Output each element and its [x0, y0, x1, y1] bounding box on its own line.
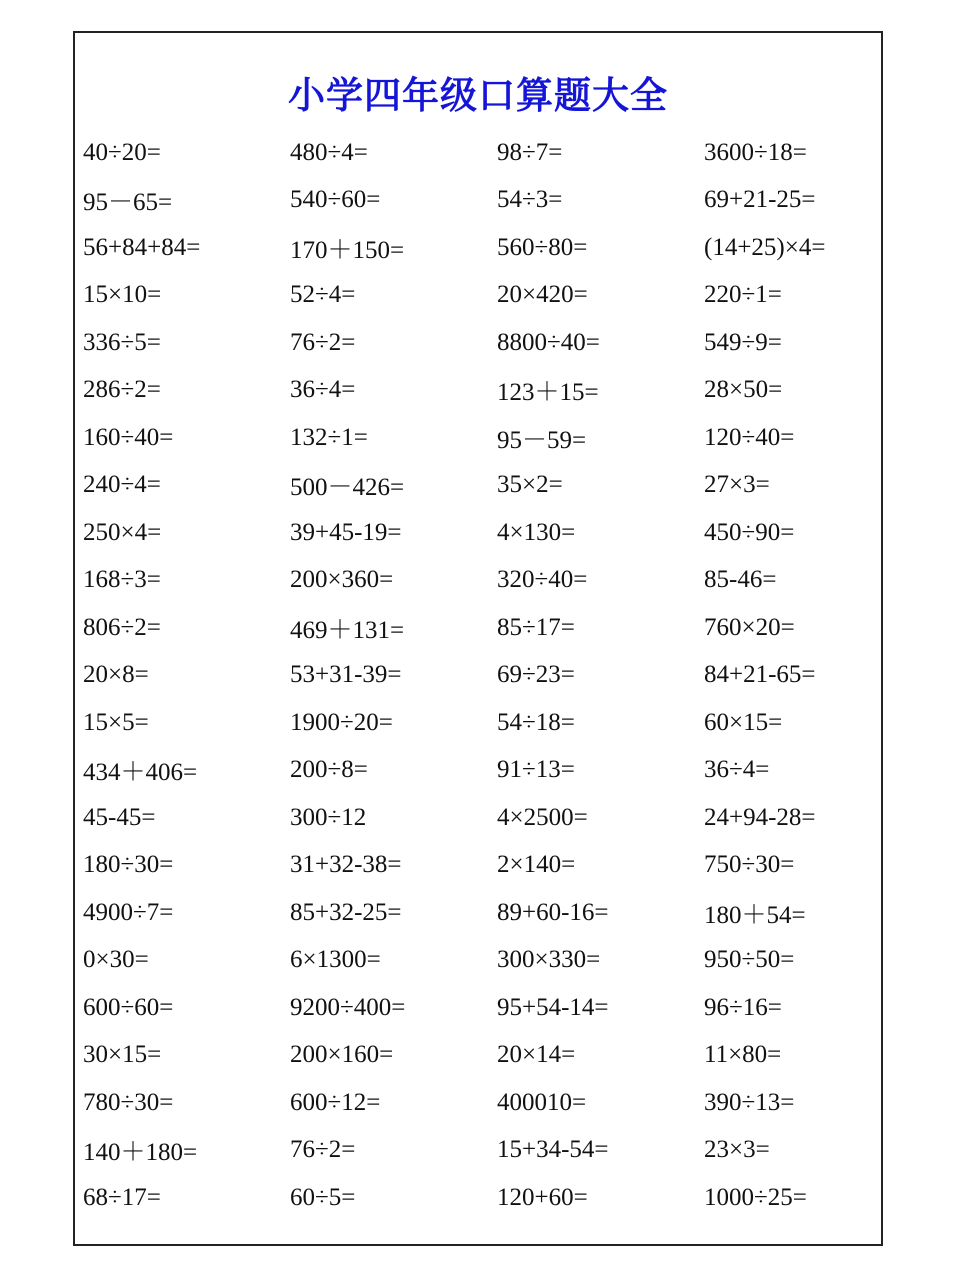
math-problem: 53+31-39= — [290, 661, 402, 689]
math-problem: 120÷40= — [704, 423, 795, 451]
math-problem: 250×4= — [83, 518, 162, 546]
math-problem: 140＋180= — [83, 1139, 198, 1167]
math-problem: 760×20= — [704, 613, 795, 641]
math-problem: 68÷17= — [83, 1183, 161, 1211]
math-problem: 27×3= — [704, 471, 770, 499]
problem-row — [83, 1079, 883, 1127]
math-problem: 200×160= — [290, 1041, 394, 1069]
math-problem: 85+32-25= — [290, 898, 402, 926]
math-problem: 200×360= — [290, 566, 394, 594]
math-problem: 91÷13= — [497, 756, 575, 784]
math-problem: 31+32-38= — [290, 851, 402, 879]
problem-row — [83, 984, 883, 1032]
problem-row — [83, 1174, 883, 1222]
math-problem: 20×8= — [83, 661, 149, 689]
math-problem: 4×130= — [497, 518, 576, 546]
math-problem: 600÷60= — [83, 993, 174, 1021]
math-problem: 780÷30= — [83, 1088, 174, 1116]
math-problem: 20×14= — [497, 1041, 576, 1069]
math-problem: 300÷12 — [290, 803, 367, 831]
worksheet-title: 小学四年级口算题大全 — [288, 74, 668, 117]
math-problem: 168÷3= — [83, 566, 161, 594]
problem-row — [83, 367, 883, 415]
math-problem: 600÷12= — [290, 1088, 381, 1116]
problem-row — [83, 699, 883, 747]
math-problem: 240÷4= — [83, 471, 161, 499]
math-problem: 450÷90= — [704, 518, 795, 546]
problem-row — [83, 414, 883, 462]
math-problem: 336÷5= — [83, 328, 161, 356]
problem-row — [83, 937, 883, 985]
math-problem: 120+60= — [497, 1183, 588, 1211]
math-problem: 76÷2= — [290, 328, 356, 356]
problem-row — [83, 462, 883, 510]
math-problem: 76÷2= — [290, 1136, 356, 1164]
problem-row — [83, 747, 883, 795]
math-problem: 35×2= — [497, 471, 563, 499]
problem-row — [83, 224, 883, 272]
math-problem: 96÷16= — [704, 993, 782, 1021]
problem-row — [83, 557, 883, 605]
math-problem: 45-45= — [83, 803, 156, 831]
math-problem: 170＋150= — [290, 236, 405, 264]
math-problem: 95+54-14= — [497, 993, 609, 1021]
math-problem: 85-46= — [704, 566, 777, 594]
problem-row — [83, 652, 883, 700]
math-problem: 200÷8= — [290, 756, 368, 784]
math-problem: 36÷4= — [290, 376, 356, 404]
math-problem: 23×3= — [704, 1136, 770, 1164]
math-problem: 54÷3= — [497, 186, 563, 214]
math-problem: 9200÷400= — [290, 993, 406, 1021]
math-problem: 220÷1= — [704, 281, 782, 309]
math-problem: 4900÷7= — [83, 898, 174, 926]
math-problem: 180÷30= — [83, 851, 174, 879]
math-problem: 24+94-28= — [704, 803, 816, 831]
math-problem: 549÷9= — [704, 328, 782, 356]
math-problem: 1900÷20= — [290, 708, 393, 736]
problem-row — [83, 794, 883, 842]
math-problem: 89+60-16= — [497, 898, 609, 926]
math-problem: 6×1300= — [290, 946, 381, 974]
math-problem: 560÷80= — [497, 233, 588, 261]
math-problem: 69÷23= — [497, 661, 575, 689]
math-problem: 15×5= — [83, 708, 149, 736]
math-problem: 54÷18= — [497, 708, 575, 736]
problem-row — [83, 889, 883, 937]
math-problem: 469＋131= — [290, 616, 405, 644]
math-problem: 30×15= — [83, 1041, 162, 1069]
math-problem: 540÷60= — [290, 186, 381, 214]
math-problem: 500－426= — [290, 474, 405, 502]
math-problem: 400010= — [497, 1088, 587, 1116]
math-problem: (14+25)×4= — [704, 233, 826, 261]
math-problem: 36÷4= — [704, 756, 770, 784]
math-problem: 2×140= — [497, 851, 576, 879]
math-problem: 39+45-19= — [290, 518, 402, 546]
math-problem: 950÷50= — [704, 946, 795, 974]
math-problem: 1000÷25= — [704, 1183, 807, 1211]
math-problem: 95－59= — [497, 426, 587, 454]
problem-row — [83, 842, 883, 890]
math-problem: 123＋15= — [497, 379, 599, 407]
math-problem: 180＋54= — [704, 901, 806, 929]
math-problem: 84+21-65= — [704, 661, 816, 689]
math-problem: 85÷17= — [497, 613, 575, 641]
problem-row — [83, 129, 883, 177]
worksheet-frame — [73, 31, 883, 1246]
math-problem: 0×30= — [83, 946, 149, 974]
math-problem: 95－65= — [83, 189, 173, 217]
math-problem: 3600÷18= — [704, 138, 807, 166]
math-problem: 750÷30= — [704, 851, 795, 879]
problem-row — [83, 509, 883, 557]
problem-row — [83, 1032, 883, 1080]
math-problem: 15+34-54= — [497, 1136, 609, 1164]
math-problem: 300×330= — [497, 946, 601, 974]
problem-row — [83, 177, 883, 225]
math-problem: 60×15= — [704, 708, 783, 736]
problem-row — [83, 604, 883, 652]
math-problem: 390÷13= — [704, 1088, 795, 1116]
math-problem: 11×80= — [704, 1041, 782, 1069]
math-problem: 56+84+84= — [83, 233, 201, 261]
problem-grid — [83, 129, 883, 1222]
math-problem: 132÷1= — [290, 423, 368, 451]
math-problem: 15×10= — [83, 281, 162, 309]
math-problem: 8800÷40= — [497, 328, 600, 356]
math-problem: 69+21-25= — [704, 186, 816, 214]
problem-row — [83, 272, 883, 320]
math-problem: 4×2500= — [497, 803, 588, 831]
math-problem: 28×50= — [704, 376, 783, 404]
math-problem: 98÷7= — [497, 138, 563, 166]
math-problem: 52÷4= — [290, 281, 356, 309]
math-problem: 434＋406= — [83, 759, 198, 787]
math-problem: 160÷40= — [83, 423, 174, 451]
math-problem: 480÷4= — [290, 138, 368, 166]
math-problem: 60÷5= — [290, 1183, 356, 1211]
problem-row — [83, 319, 883, 367]
math-problem: 40÷20= — [83, 138, 161, 166]
math-problem: 286÷2= — [83, 376, 161, 404]
math-problem: 320÷40= — [497, 566, 588, 594]
problem-row — [83, 1127, 883, 1175]
math-problem: 20×420= — [497, 281, 588, 309]
math-problem: 806÷2= — [83, 613, 161, 641]
